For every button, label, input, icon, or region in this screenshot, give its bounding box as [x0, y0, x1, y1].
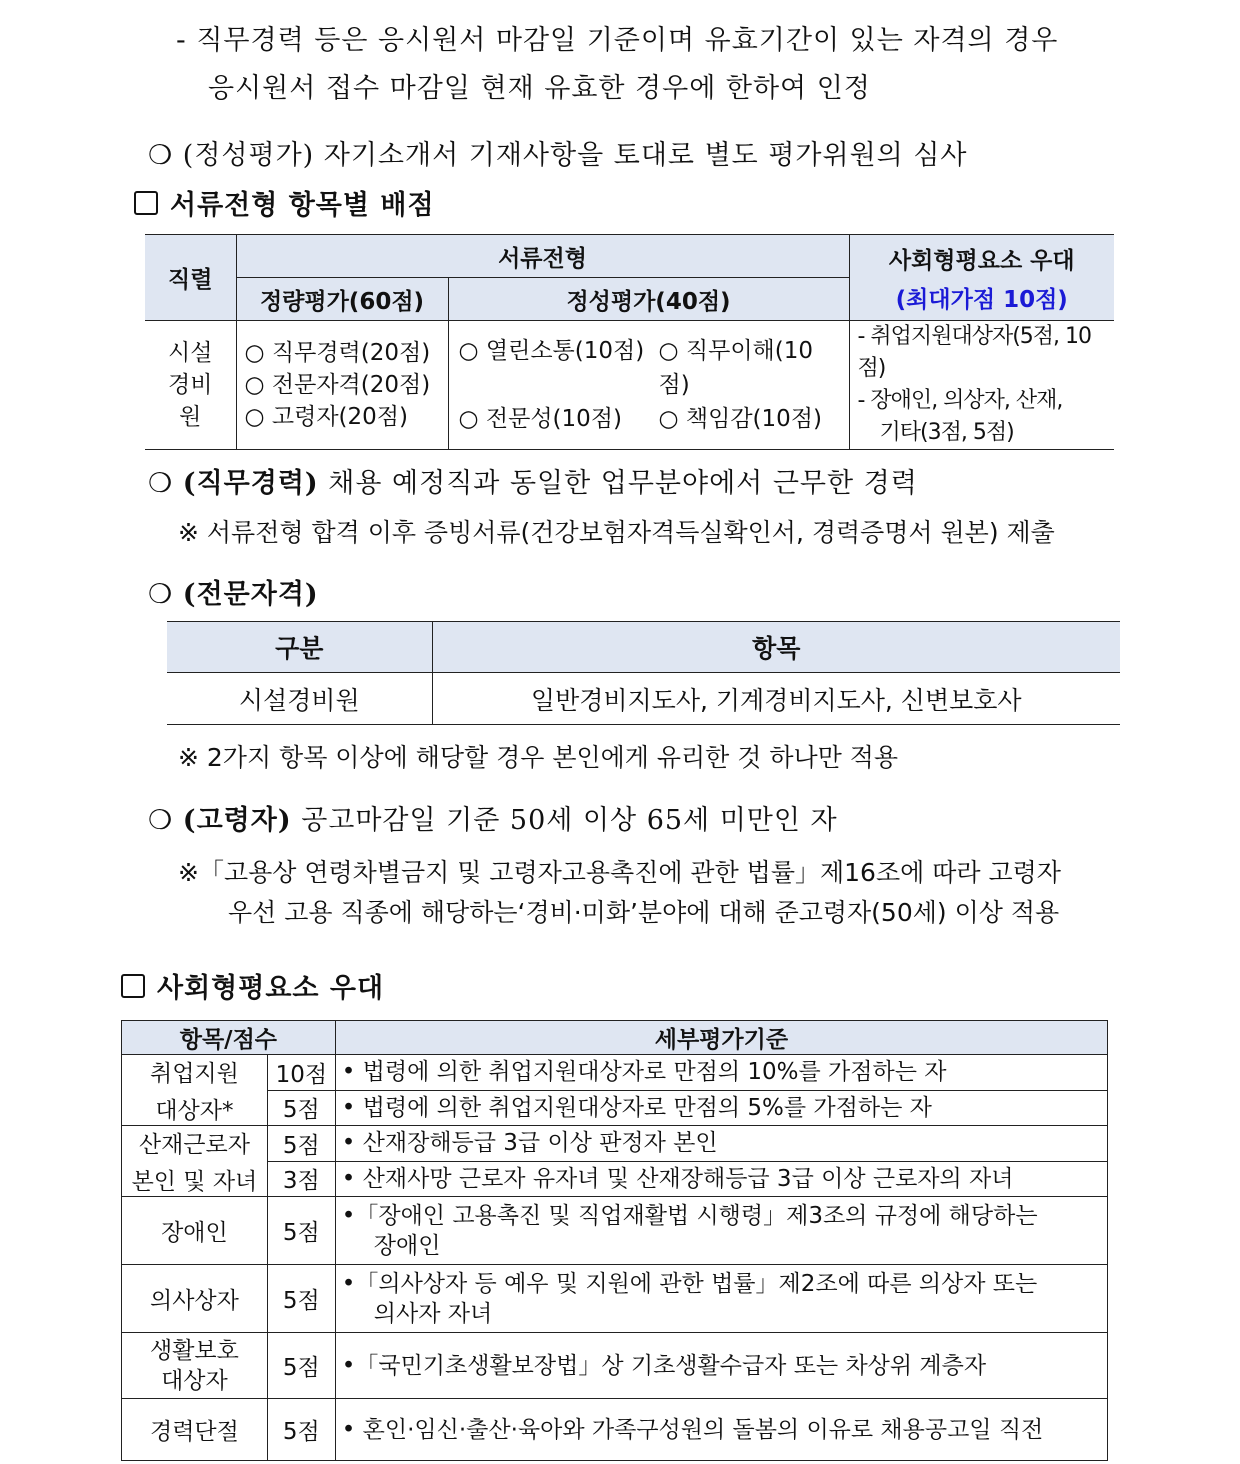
checkbox-square-icon [134, 191, 158, 215]
criteria: • 혼인·임신·출산·육아와 가족구성원의 돌봄의 이유로 채용공고일 직전 [335, 1399, 1107, 1461]
quant-item: ○ 전문자격(20점) [244, 372, 431, 398]
header-quant: 정량평가(60점) [236, 278, 448, 321]
checkbox-square-icon [121, 974, 145, 998]
header-qual: 정성평가(40점) [448, 278, 849, 321]
header-category: 구분 [167, 622, 432, 673]
item-name: 장애인 [122, 1197, 268, 1265]
criteria-line: 장애인 [373, 1232, 441, 1259]
criteria [335, 1197, 1107, 1265]
license-line [148, 572, 319, 611]
top-note-line1: - 직무경력 등은 응시원서 마감일 기준이며 유효기간이 있는 자격의 경우 [176, 25, 1059, 56]
social-item: - 장애인, 의상자, 산재, [857, 388, 1063, 413]
social-items [849, 321, 1114, 450]
header-item-score: 항목/점수 [122, 1021, 336, 1055]
qual-item: ○ 책임감(10점) [658, 406, 822, 432]
score: 10점 [267, 1055, 335, 1091]
quant-item: ○ 직무경력(20점) [244, 340, 431, 366]
score: 5점 [267, 1197, 335, 1265]
career-note: ※ 서류전형 합격 이후 증빙서류(건강보험자격득실확인서, 경력증명서 원본) 제출 [178, 518, 1055, 547]
header-items: 항목 [432, 622, 1120, 673]
criteria [335, 1265, 1107, 1333]
score: 5점 [267, 1333, 335, 1399]
social-equity-table [121, 1020, 1108, 1461]
elderly-note-line2: 우선 고용 직종에 해당하는‘경비·미화’분야에 대해 준고령자(50세) 이상 적용 [228, 898, 1060, 927]
criteria: • 법령에 의한 취업지원대상자로 만점의 5%를 가점하는 자 [335, 1090, 1107, 1126]
section1-title [134, 183, 435, 222]
section2-title [121, 966, 384, 1005]
license-items: 일반경비지도사, 기계경비지도사, 신변보호사 [432, 673, 1120, 725]
header-social-title: 사회형평요소 우대 [888, 247, 1075, 274]
item-name: 취업지원 [149, 1061, 239, 1087]
qual-eval-line: ❍ (정성평가) 자기소개서 기재사항을 토대로 별도 평가위원의 심사 [148, 140, 968, 171]
career-label: (직무경력) [182, 468, 319, 499]
social-item: - 취업지원대상자(5점, 10점) [857, 324, 1092, 381]
qual-item: ○ 전문성(10점) [458, 406, 622, 432]
elderly-bullet: ❍ [148, 805, 183, 836]
row-item-industrial [122, 1126, 268, 1197]
criteria: • 법령에 의한 취업지원대상자로 만점의 10%를 가점하는 자 [335, 1055, 1107, 1091]
header-criteria: 세부평가기준 [335, 1021, 1107, 1055]
screening-score-table [145, 234, 1114, 450]
item-name: 경력단절 [122, 1399, 268, 1461]
section1-title-text: 서류전형 항목별 배점 [170, 190, 435, 221]
criteria: • 산재사망 근로자 유자녀 및 산재장해등급 3급 이상 근로자의 자녀 [335, 1161, 1107, 1197]
career-text: 채용 예정직과 동일한 업무분야에서 근무한 경력 [328, 468, 918, 499]
license-table [167, 621, 1120, 725]
career-line [148, 461, 918, 500]
criteria-line: •「의사상자 등 예우 및 지원에 관한 법률」제2조에 따른 의상자 또는 [341, 1270, 1038, 1297]
score: 5점 [267, 1090, 335, 1126]
criteria: •「국민기초생활보장법」상 기초생활수급자 또는 차상위 계층자 [335, 1333, 1107, 1399]
social-item: 기타(3점, 5점) [879, 420, 1014, 445]
row-item-welfare [122, 1333, 268, 1399]
item-name: 생활보호 [149, 1337, 239, 1364]
license-label: (전문자격) [182, 579, 319, 610]
criteria: • 산재장해등급 3급 이상 판정자 본인 [335, 1126, 1107, 1162]
item-name: 산재근로자 [138, 1132, 250, 1158]
qual-item: ○ 직무이해(10점) [658, 338, 813, 398]
section2-title-text: 사회형평요소 우대 [157, 973, 385, 1004]
license-note: ※ 2가지 항목 이상에 해당할 경우 본인에게 유리한 것 하나만 적용 [178, 743, 899, 772]
score: 3점 [267, 1161, 335, 1197]
qual-item: ○ 열린소통(10점) [458, 338, 645, 364]
position-name: 시설경비원 [168, 340, 213, 430]
license-category: 시설경비원 [167, 673, 432, 725]
item-name: 대상자 [161, 1367, 228, 1394]
quant-items [236, 321, 448, 450]
score: 5점 [267, 1265, 335, 1333]
item-name: 대상자* [155, 1098, 234, 1124]
license-bullet: ❍ [148, 579, 183, 610]
elderly-note-line1: ※「고용상 연령차별금지 및 고령자고용촉진에 관한 법률」제16조에 따라 고령자 [178, 858, 1061, 887]
career-bullet: ❍ [148, 468, 183, 499]
item-name: 의사상자 [122, 1265, 268, 1333]
criteria-line: •「장애인 고용촉진 및 직업재활법 시행령」제3조의 규정에 해당하는 [341, 1202, 1038, 1229]
header-social [849, 235, 1114, 321]
row-item-employment [122, 1055, 268, 1126]
elderly-text: 공고마감일 기준 50세 이상 65세 미만인 자 [301, 805, 838, 836]
top-note-line2: 응시원서 접수 마감일 현재 유효한 경우에 한하여 인정 [208, 73, 871, 104]
position-cell [145, 321, 236, 450]
criteria-line: 의사자 자녀 [373, 1300, 493, 1327]
score: 5점 [267, 1126, 335, 1162]
elderly-line [148, 798, 838, 837]
header-social-max: (최대가점 10점) [895, 286, 1068, 313]
header-screening: 서류전형 [236, 235, 849, 278]
quant-item: ○ 고령자(20점) [244, 404, 408, 430]
qual-items [448, 321, 849, 450]
score: 5점 [267, 1399, 335, 1461]
header-position: 직렬 [145, 235, 236, 321]
item-name: 본인 및 자녀 [131, 1169, 258, 1195]
elderly-label: (고령자) [182, 805, 292, 836]
